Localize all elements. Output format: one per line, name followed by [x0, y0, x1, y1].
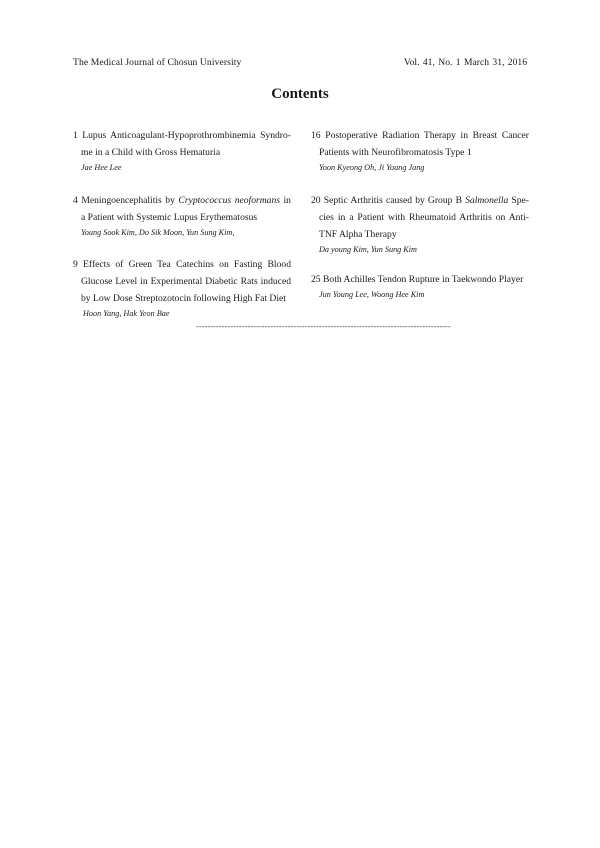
toc-entry-title-line: 1 Lupus Anticoagulant-Hypoprothrombinemia Syndro-	[73, 130, 291, 141]
toc-entry-authors: Yoon Kyeong Oh, Ji Young Jang	[319, 163, 425, 172]
toc-entry-9[interactable]	[73, 256, 291, 321]
issue-info: Vol. 41, No. 1 March 31, 2016	[403, 57, 527, 68]
toc-entry-title-line: 9 Effects of Green Tea Catechins on Fasting Blood	[73, 259, 291, 270]
toc-entry-title-line: TNF Alpha Therapy	[319, 229, 397, 240]
toc-entry-authors: Jae Hee Lee	[81, 163, 122, 172]
toc-entry-title-line	[73, 192, 291, 209]
toc-entry-title-line: cies in a Patient with Rheumatoid Arthritis on Anti-	[319, 212, 529, 223]
toc-entry-authors: Hoon Yang, Hak Yeon Bae	[83, 309, 170, 318]
organism-name: Salmonella	[465, 195, 509, 206]
toc-entry-authors: Da young Kim, Yun Sung Kim	[319, 245, 417, 254]
title-text: Spe-	[508, 195, 530, 206]
toc-entry-authors: Young Sook Kim, Do Sik Moon, Yun Sung Kim,	[81, 228, 235, 237]
page-title: Contents	[271, 86, 329, 102]
contents-left-column	[73, 127, 291, 321]
toc-entry-title-line: 25 Both Achilles Tendon Rupture in Taekwondo Player	[311, 274, 524, 285]
title-text: 20 Septic Arthritis caused by Group B	[311, 195, 466, 206]
toc-entry-title-line: 16 Postoperative Radiation Therapy in Breast Cancer	[311, 130, 529, 141]
toc-entry-title-line: Patients with Neurofibromatosis Type 1	[319, 147, 472, 158]
toc-entry-title-line: by Low Dose Streptozotocin following High Fat Diet	[81, 293, 286, 304]
section-divider: -----------------------------------------------------------------------------------------	[196, 322, 451, 331]
toc-entry-1[interactable]	[73, 127, 291, 175]
title-text: in	[280, 195, 291, 206]
toc-entry-title-line: Glucose Level in Experimental Diabetic Rats induced	[81, 276, 291, 287]
toc-entry-25[interactable]	[311, 271, 529, 302]
toc-entry-16[interactable]	[311, 127, 529, 175]
title-text: 4 Meningoencephalitis by	[73, 195, 179, 206]
organism-name: Cryptococcus neoformans	[178, 195, 280, 206]
toc-entry-title-line	[311, 192, 529, 209]
toc-entry-4[interactable]	[73, 192, 291, 240]
toc-entry-authors: Jun Young Lee, Woong Hee Kim	[319, 290, 425, 299]
toc-entry-20[interactable]	[311, 192, 529, 257]
journal-name: The Medical Journal of Chosun University	[73, 57, 242, 68]
contents-right-column	[311, 127, 529, 302]
toc-entry-title-line: a Patient with Systemic Lupus Erythematosus	[81, 212, 258, 223]
toc-entry-title-line: me in a Child with Gross Hematuria	[81, 147, 221, 158]
